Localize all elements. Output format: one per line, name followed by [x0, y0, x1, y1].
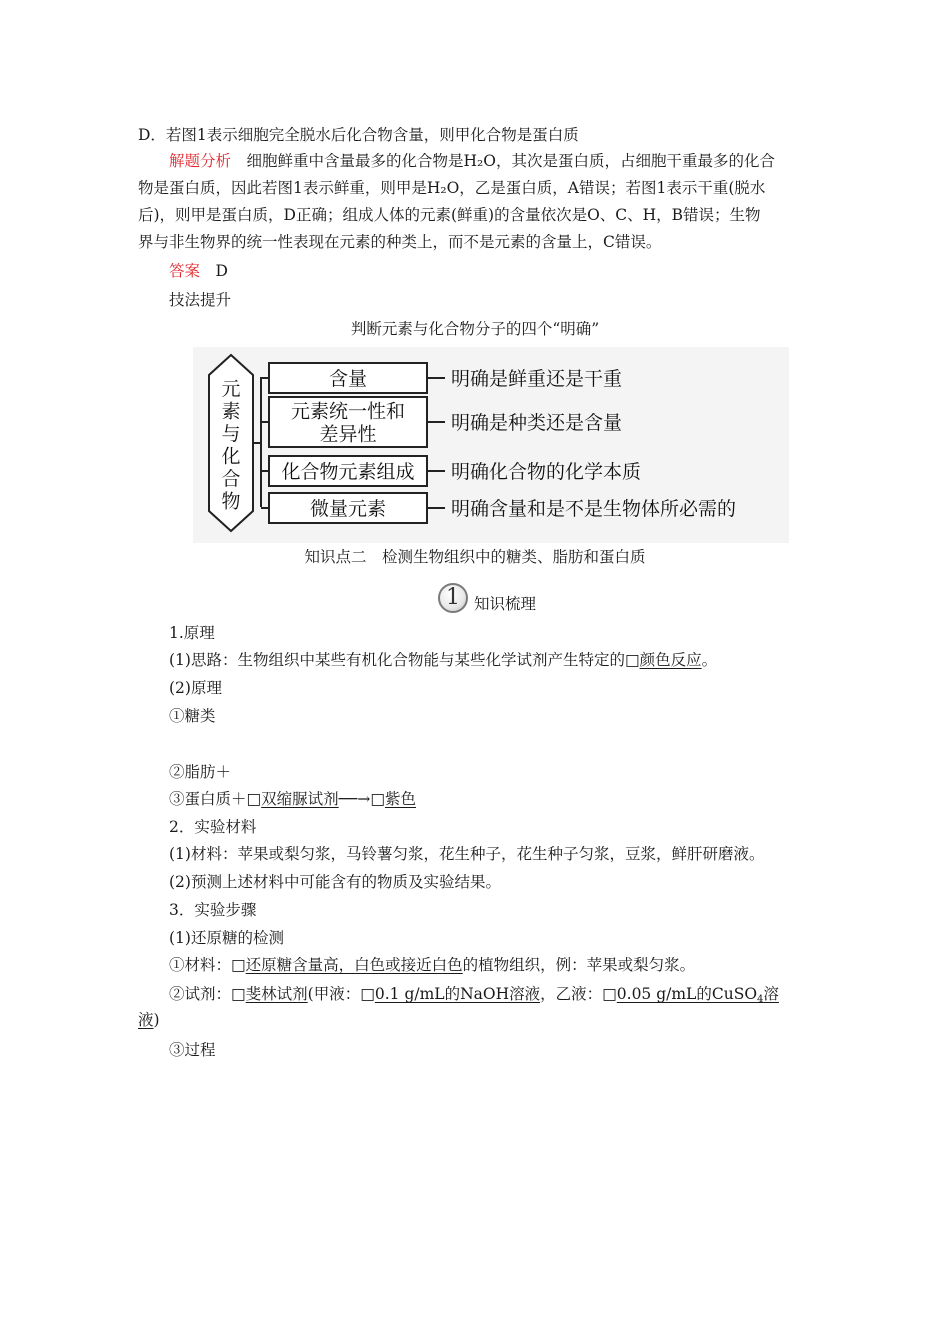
root-char: 素: [221, 400, 241, 423]
root-char: 物: [221, 490, 241, 513]
diagram-row: [261, 363, 622, 393]
concept-box-label: 化合物元素组成: [281, 461, 415, 483]
concept-box-label: 含量: [328, 368, 368, 390]
analysis-line-3: 后)，则甲是蛋白质，D正确；组成人体的元素(鲜重)的含量依次是O、C、H，B错误；生物: [138, 206, 761, 224]
root-char: 化: [221, 445, 241, 468]
principle-idea: (1)思路：生物组织中某些有机化合物能与某些化学试剂产生特定的□颜色反应。: [169, 651, 718, 669]
diagram-rows: [261, 363, 736, 523]
answer-blank: 还原糖含量高，白色或接近白色: [245, 956, 463, 974]
section-title: 知识点二 检测生物组织中的糖类、脂肪和蛋白质: [304, 548, 646, 566]
diagram-title: 判断元素与化合物分子的四个“明确”: [350, 320, 600, 338]
steps-sub1: (1)还原糖的检测: [169, 929, 284, 947]
answer-blank: 紫色: [384, 790, 416, 808]
answer-line: [138, 258, 814, 285]
concept-box-label: 元素统一性和: [290, 400, 406, 423]
steps-process: ③过程: [169, 1041, 216, 1059]
concept-description: 明确是鲜重还是干重: [451, 368, 623, 390]
concept-box-label: 差异性: [319, 423, 377, 446]
answer-blank: 斐林试剂: [245, 985, 308, 1003]
answer-blank: 颜色反应: [639, 651, 702, 669]
reaction-arrow-icon: ──→: [338, 790, 371, 808]
root-char: 元: [221, 378, 241, 400]
option-d: D．若图1表示细胞完全脱水后化合物含量，则甲化合物是蛋白质: [138, 126, 579, 144]
analysis-label: 解题分析: [169, 152, 232, 170]
answer-value: D: [215, 262, 228, 280]
root-label: [221, 378, 240, 513]
steps-reagent-cont: 液): [138, 1011, 160, 1029]
answer-blank: 双缩脲试剂: [261, 790, 339, 808]
answer-blank: 0.1 g/mL的NaOH溶液: [374, 985, 541, 1003]
analysis-text-1: 细胞鲜重中含量最多的化合物是H₂O，其次是蛋白质，占细胞干重最多的化合: [246, 152, 775, 170]
answer-blank: 0.05 g/mL的CuSO$_4$溶: [616, 985, 779, 1005]
badge-label: 知识梳理: [474, 595, 537, 613]
concept-description: 明确含量和是不是生物体所必需的: [451, 498, 737, 520]
principle-item-fat: ②脂肪＋: [169, 763, 232, 781]
knowledge-badge-icon: 1: [438, 583, 468, 613]
concept-diagram-svg: [193, 347, 789, 543]
analysis-line-1: [138, 148, 814, 175]
principle-heading: 1.原理: [169, 624, 215, 642]
principle-sub2: (2)原理: [169, 679, 222, 697]
principle-item-protein: ③蛋白质＋□双缩脲试剂──→□紫色: [169, 790, 416, 808]
materials-item-1: (1)材料：苹果或梨匀浆，马铃薯匀浆，花生种子，花生种子匀浆，豆浆，鲜肝研磨液。: [169, 845, 765, 863]
tip-heading: 技法提升: [169, 291, 232, 309]
root-char: 合: [221, 468, 241, 490]
steps-material: ①材料：□还原糖含量高，白色或接近白色的植物组织，例：苹果或梨匀浆。: [169, 956, 696, 974]
concept-box-label: 微量元素: [309, 498, 387, 520]
principle-item-sugar: ①糖类: [169, 707, 216, 725]
steps-reagent: ②试剂：□斐林试剂(甲液：□0.1 g/mL的NaOH溶液，乙液：□0.05 g/mL的CuSO$_4$溶: [169, 985, 779, 1005]
diagram-row: [261, 456, 641, 486]
answer-blank: 液: [138, 1011, 154, 1029]
materials-heading: 2．实验材料: [169, 818, 257, 836]
concept-description: 明确是种类还是含量: [451, 412, 623, 434]
root-char: 与: [221, 423, 241, 445]
analysis-line-4: 界与非生物界的统一性表现在元素的种类上，而不是元素的含量上，C错误。: [138, 233, 662, 251]
steps-heading: 3．实验步骤: [169, 901, 257, 919]
materials-item-2: (2)预测上述材料中可能含有的物质及实验结果。: [169, 873, 501, 891]
concept-description: 明确化合物的化学本质: [451, 461, 642, 483]
answer-label: 答案: [169, 262, 201, 280]
diagram-row: [261, 397, 622, 447]
concept-diagram: [193, 347, 789, 543]
diagram-row: [261, 493, 736, 523]
analysis-line-2: 物是蛋白质，因此若图1表示鲜重，则甲是H₂O，乙是蛋白质，A错误；若图1表示干重(脱水: [138, 179, 766, 197]
